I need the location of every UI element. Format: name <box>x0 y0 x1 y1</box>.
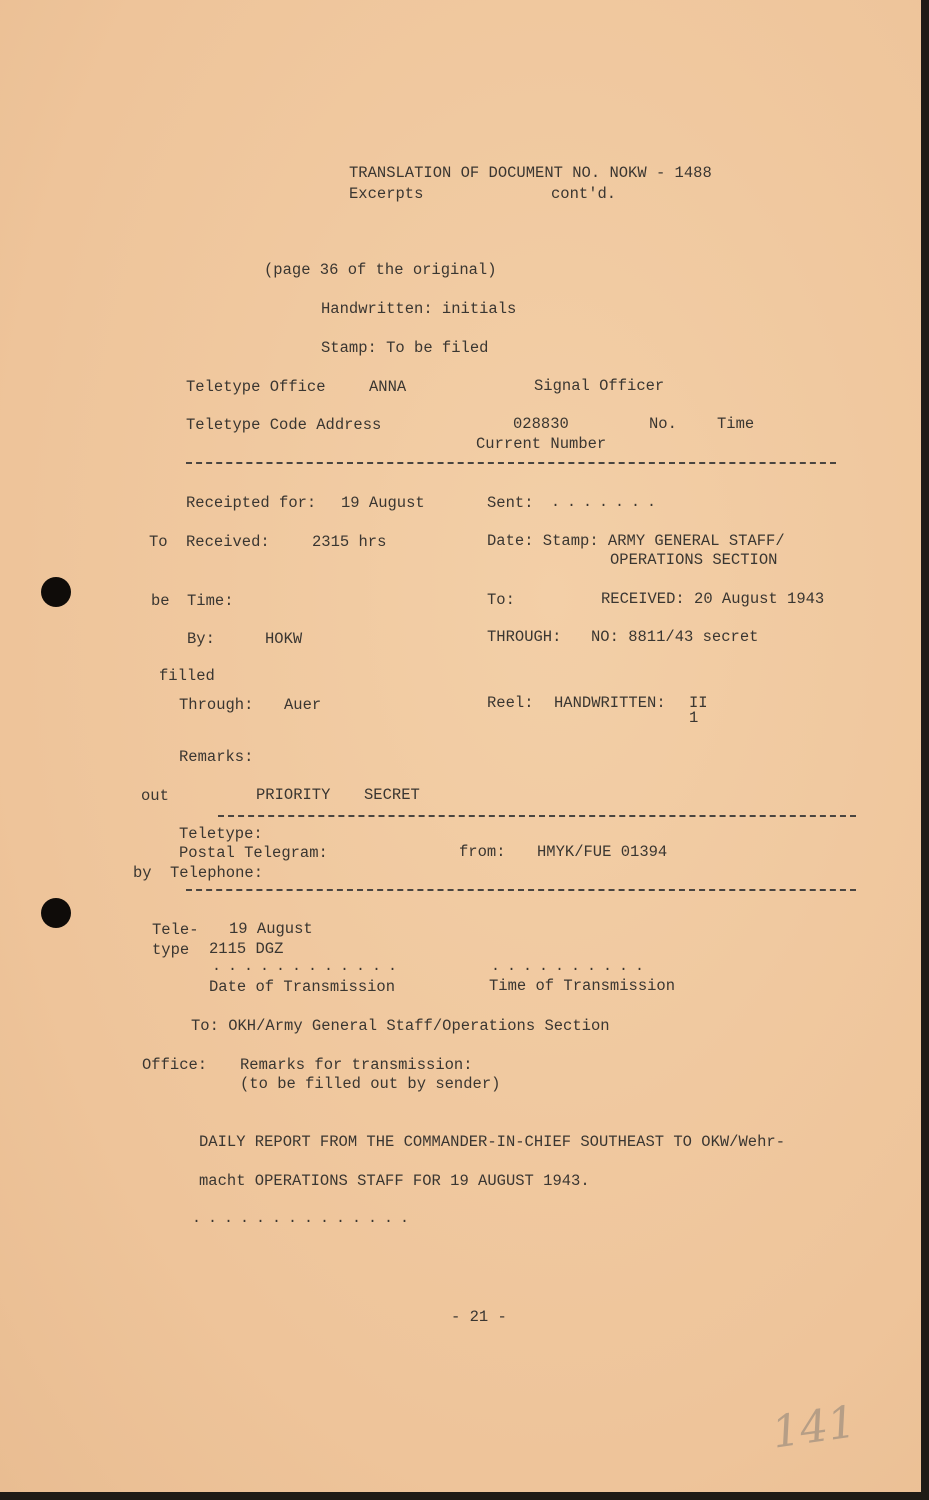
received-label: Received: <box>186 533 270 551</box>
teletype-office-label: Teletype Office <box>186 378 326 396</box>
sent-label: Sent: <box>487 494 534 512</box>
reel-value: HANDWRITTEN: <box>554 694 666 712</box>
handwritten-note: Handwritten: initials <box>321 300 517 318</box>
priority-label: PRIORITY <box>256 786 331 804</box>
postal-telegram-label: Postal Telegram: <box>179 844 328 862</box>
tele-label: Tele- <box>152 921 199 939</box>
margin-out: out <box>141 787 169 805</box>
punch-hole <box>41 577 71 607</box>
from-value: HMYK/FUE 01394 <box>537 843 668 861</box>
number-label: No. <box>649 415 677 433</box>
by-value: HOKW <box>265 630 303 648</box>
dashed-divider <box>186 462 836 464</box>
through-2-label: Through: <box>179 696 254 714</box>
to-line: To: OKH/Army General Staff/Operations Section <box>191 1017 610 1035</box>
dashed-divider <box>186 889 856 891</box>
margin-be: be <box>151 592 170 610</box>
page-reference: (page 36 of the original) <box>264 261 497 279</box>
receipted-label: Receipted for: <box>186 494 317 512</box>
reel-i: 1 <box>689 709 699 727</box>
bottom-dots: .............. <box>192 1210 417 1227</box>
handwritten-mark: 141 <box>768 1396 860 1459</box>
time-label: Time <box>717 415 755 433</box>
time-of-transmission: Time of Transmission <box>489 977 676 995</box>
current-number-label: Current Number <box>476 435 607 453</box>
sent-dots: ....... <box>551 494 664 511</box>
received-value: 2315 hrs <box>312 533 387 551</box>
office-label: Office: <box>142 1056 208 1074</box>
tele-date: 19 August <box>229 920 313 938</box>
punch-hole <box>41 898 71 928</box>
document-title: TRANSLATION OF DOCUMENT NO. NOKW - 1488 <box>349 164 712 182</box>
page-number: - 21 - <box>451 1308 507 1326</box>
teletype-office-value: ANNA <box>369 378 407 396</box>
received-stamp: RECEIVED: 20 August 1943 <box>601 590 825 608</box>
receipted-value: 19 August <box>341 494 425 512</box>
to-field-label: To: <box>487 591 515 609</box>
remarks-transmission-2: (to be filled out by sender) <box>240 1075 501 1093</box>
remarks-transmission-1: Remarks for transmission: <box>240 1056 473 1074</box>
daily-report-line-2: macht OPERATIONS STAFF FOR 19 AUGUST 1943. <box>199 1172 590 1190</box>
margin-by: by <box>133 864 152 882</box>
by-label: By: <box>187 630 215 648</box>
code-address-value: 028830 <box>513 415 569 433</box>
reel-label: Reel: <box>487 694 534 712</box>
secret-label: SECRET <box>364 786 420 804</box>
through-label: THROUGH: <box>487 628 562 646</box>
date-of-transmission: Date of Transmission <box>209 978 396 996</box>
from-label: from: <box>459 843 506 861</box>
time-field-label: Time: <box>187 592 234 610</box>
date-dots: ............ <box>212 958 405 975</box>
code-address-label: Teletype Code Address <box>186 416 382 434</box>
type-label: type <box>152 941 190 959</box>
daily-report-line-1: DAILY REPORT FROM THE COMMANDER-IN-CHIEF SOUTHEAST TO OKW/Wehr- <box>199 1133 785 1151</box>
teletype-label: Teletype: <box>179 825 263 843</box>
margin-filled: filled <box>159 667 215 685</box>
date-stamp-line-1: Date: Stamp: ARMY GENERAL STAFF/ <box>487 532 785 550</box>
signal-officer-label: Signal Officer <box>534 377 665 395</box>
through-2-value: Auer <box>284 696 322 714</box>
margin-to: To <box>149 533 168 551</box>
dashed-divider <box>218 815 856 817</box>
telephone-label: Telephone: <box>170 864 264 882</box>
through-value: NO: 8811/43 secret <box>591 628 759 646</box>
reel-ii: II <box>689 694 708 712</box>
tele-time: 2115 DGZ <box>209 940 284 958</box>
continued-label: cont'd. <box>551 185 617 203</box>
excerpts-label: Excerpts <box>349 185 424 203</box>
time-dots: .......... <box>491 958 652 975</box>
stamp-note: Stamp: To be filed <box>321 339 489 357</box>
remarks-label: Remarks: <box>179 748 254 766</box>
date-stamp-line-2: OPERATIONS SECTION <box>610 551 778 569</box>
